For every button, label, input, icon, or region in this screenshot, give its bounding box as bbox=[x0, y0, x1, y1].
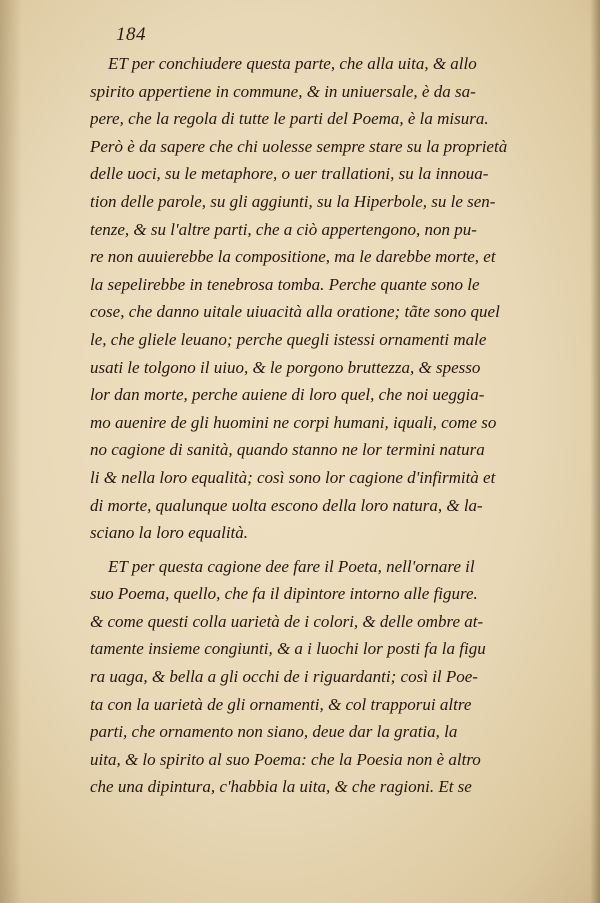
text-line: che una dipintura, c'habbia la uita, & che ragioni. Et se bbox=[90, 777, 472, 797]
text-line: di morte, qualunque uolta escono della loro natura, & la- bbox=[90, 495, 483, 515]
text-line: usati le tolgono il uiuo, & le porgono bruttezza, & spesso bbox=[90, 357, 481, 377]
paragraph-2 bbox=[90, 553, 550, 801]
text-line: pere, che la regola di tutte le parti del Poema, è la misura. bbox=[90, 109, 489, 129]
text-line: ra uaga, & bella a gli occhi de i riguardanti; così il Poe- bbox=[90, 667, 478, 687]
text-line: le, che gliele leuano; perche quegli istessi ornamenti male bbox=[90, 329, 487, 349]
text-line: tion delle parole, su gli aggiunti, su la Hiperbole, su le sen- bbox=[90, 191, 496, 211]
text-line: mo auenire de gli huomini ne corpi humani, iquali, come so bbox=[90, 412, 497, 432]
text-line: suo Poema, quello, che fa il dipintore intorno alle figure. bbox=[90, 584, 478, 604]
text-line: parti, che ornamento non siano, deue dar la gratia, la bbox=[90, 722, 458, 742]
text-line: sciano la loro equalità. bbox=[90, 523, 249, 543]
text-line: delle uoci, su le metaphore, o uer trallationi, su la innoua- bbox=[90, 164, 489, 184]
page-number: 184 bbox=[116, 24, 146, 45]
paragraph-1 bbox=[90, 50, 550, 547]
text-line: tamente insieme congiunti, & a i luochi lor posti fa la figu bbox=[90, 639, 486, 659]
text-line: cose, che danno uitale uiuacità alla oratione; tãte sono quel bbox=[90, 302, 500, 322]
text-line: Però è da sapere che chi uolesse sempre stare su la proprietà bbox=[90, 136, 508, 156]
text-line: la sepelirebbe in tenebrosa tomba. Perche quante sono le bbox=[90, 274, 480, 294]
text-line: & come questi colla uarietà de i colori, & delle ombre at- bbox=[90, 611, 484, 631]
text-line: ET per questa cagione dee fare il Poeta, nell'ornare il bbox=[108, 556, 475, 576]
text-line: li & nella loro equalità; così sono lor cagione d'infirmità et bbox=[90, 467, 496, 487]
text-line: lor dan morte, perche auiene di loro quel, che noi ueggia- bbox=[90, 385, 485, 405]
text-line: uita, & lo spirito al suo Poema: che la Poesia non è altro bbox=[90, 749, 481, 769]
text-line: tenze, & su l'altre parti, che a ciò appertengono, non pu- bbox=[90, 219, 477, 239]
text-line: re non auuierebbe la compositione, ma le darebbe morte, et bbox=[90, 247, 496, 267]
text-body bbox=[90, 50, 550, 801]
text-line: ta con la uarietà de gli ornamenti, & col trapporui altre bbox=[90, 694, 472, 714]
text-line: no cagione di sanità, quando stanno ne lor termini natura bbox=[90, 440, 485, 460]
text-line: spirito appertiene in commune, & in uniuersale, è da sa- bbox=[90, 81, 476, 101]
text-line: ET per conchiudere questa parte, che alla uita, & allo bbox=[108, 54, 477, 73]
